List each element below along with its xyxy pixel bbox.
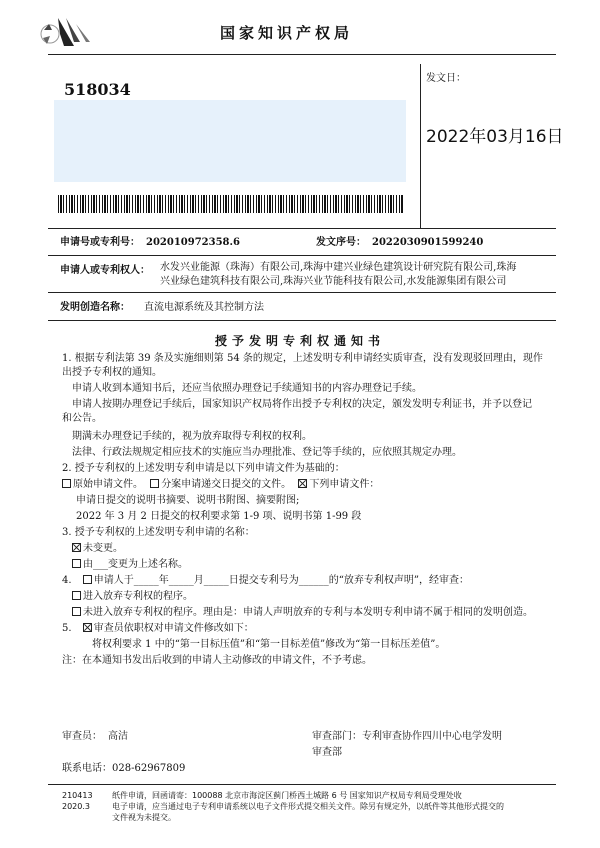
para-1-b-line-2: 和公告。 [62, 413, 102, 424]
app-no: 202010972358.6 [146, 237, 240, 248]
para-3-opt-2: 由___变更为上述名称。 [72, 558, 188, 572]
app-no-label: 申请号或专利号： [60, 237, 140, 248]
office-name: 国家知识产权局 [220, 24, 354, 42]
option-following: 下列申请文件： [309, 479, 380, 490]
para-1-c: 期满未办理登记手续的，视为放弃取得专利权的权利。 [72, 431, 312, 442]
para-1-d: 法律、行政法规规定相应技术的实施应当办理批准、登记等手续的，应依照其规定办理。 [72, 447, 462, 458]
para-2-files-2: 2022 年 3 月 2 日提交的权利要求第 1-9 项、说明书第 1-99 段 [76, 511, 362, 522]
para-2: 2. 授予专利权的上述发明专利申请是以下列申请文件为基础的： [62, 463, 345, 474]
address-window [54, 100, 406, 182]
office-logo [40, 14, 100, 50]
para-4: 4. 申请人于_____年_____月_____日提交专利号为______的“放弃专利权声明”，经审查： [62, 575, 469, 586]
applicant-line-2: 兴业绿色建筑科技有限公司,珠海兴业节能科技有限公司,水发能源集团有限公司 [160, 276, 507, 287]
serial-label: 发文序号： [316, 237, 366, 248]
dept-line-1: 审查部门：专利审查协作四川中心电学发明 [312, 731, 502, 742]
postal-code: 518034 [64, 80, 131, 99]
footer-line-2: 电子申请，应当通过电子专利申请系统以电子文件形式提交相关文件。除另有规定外，以纸件等其他形式提交的 [112, 802, 504, 811]
para-1-line-2: 出授予专利权的通知。 [62, 367, 162, 378]
footer-line-3: 文件视为未提交。 [112, 813, 176, 822]
option-original: 原始申请文件。 [73, 479, 143, 490]
checkbox-divisional[interactable] [150, 479, 159, 488]
filing-date: 2022年03月16日 [426, 127, 564, 147]
checkbox-following[interactable] [298, 479, 307, 488]
checkbox-ex-officio[interactable] [83, 623, 92, 632]
filing-date-label: 发文日： [426, 73, 466, 84]
applicant-line-1: 水发兴业能源（珠海）有限公司,珠海中建兴业绿色建筑设计研究院有限公司,珠海 [160, 262, 517, 273]
notice-title: 授予发明专利权通知书 [214, 334, 385, 348]
para-1-a: 申请人收到本通知书后，还应当依照办理登记手续通知书的内容办理登记手续。 [72, 383, 422, 394]
header-rule [48, 54, 556, 55]
form-code-1: 210413 [62, 791, 93, 800]
footer-line-1: 纸件申请，回函请寄：100088 北京市海淀区蓟门桥西土城路 6 号 国家知识产权局专利局受理处收 [112, 791, 462, 800]
para-4-opt-2: 未进入放弃专利权的程序。理由是：申请人声明放弃的专利与本发明专利申请不属于相同的发明创造。 [72, 606, 533, 620]
checkbox-waiver[interactable] [83, 575, 92, 584]
para-3: 3. 授予专利权的上述发明专利申请的名称： [62, 527, 255, 538]
para-1-line-1: 1. 根据专利法第 39 条及实施细则第 54 条的规定，上述发明专利申请经实质审查，没有发现驳回理由，现作 [62, 353, 543, 364]
note: 注：在本通知书发出后收到的申请人主动修改的申请文件，不予考虑。 [62, 655, 372, 666]
para-4-opt-1: 进入放弃专利权的程序。 [72, 590, 193, 604]
examiner: 审查员： 高洁 [62, 731, 128, 742]
dept-line-2: 审查部 [312, 747, 342, 758]
checkbox-original[interactable] [62, 479, 71, 488]
checkbox-waiver-not-enter[interactable] [72, 607, 81, 616]
para-3-opt-1: 未变更。 [72, 542, 123, 556]
para-2-files-1: 申请日提交的说明书摘要、说明书附图、摘要附图; [76, 495, 300, 506]
phone: 联系电话：028-62967809 [62, 763, 186, 774]
para-5: 5. 审查员依职权对申请文件修改如下： [62, 623, 254, 634]
option-divisional: 分案申请递交日提交的文件。 [161, 479, 292, 490]
para-2-options [62, 478, 379, 492]
para-5-content: 将权利要求 1 中的“第一目标压值”和“第一目标差值”修改为“第一目标压差值”。 [92, 639, 446, 650]
invention-title: 直流电源系统及其控制方法 [144, 302, 264, 313]
date-divider [420, 64, 421, 228]
invention-label: 发明创造名称： [60, 302, 130, 313]
checkbox-waiver-enter[interactable] [72, 591, 81, 600]
checkbox-unchanged[interactable] [72, 543, 81, 552]
applicant-label: 申请人或专利权人： [60, 265, 150, 276]
para-1-b-line-1: 申请人按期办理登记手续后，国家知识产权局将作出授予专利权的决定，颁发发明专利证书，并予以登记 [72, 399, 532, 410]
form-code-2: 2020.3 [62, 802, 90, 811]
checkbox-renamed[interactable] [72, 559, 81, 568]
serial-no: 2022030901599240 [372, 237, 484, 248]
barcode [58, 195, 404, 213]
